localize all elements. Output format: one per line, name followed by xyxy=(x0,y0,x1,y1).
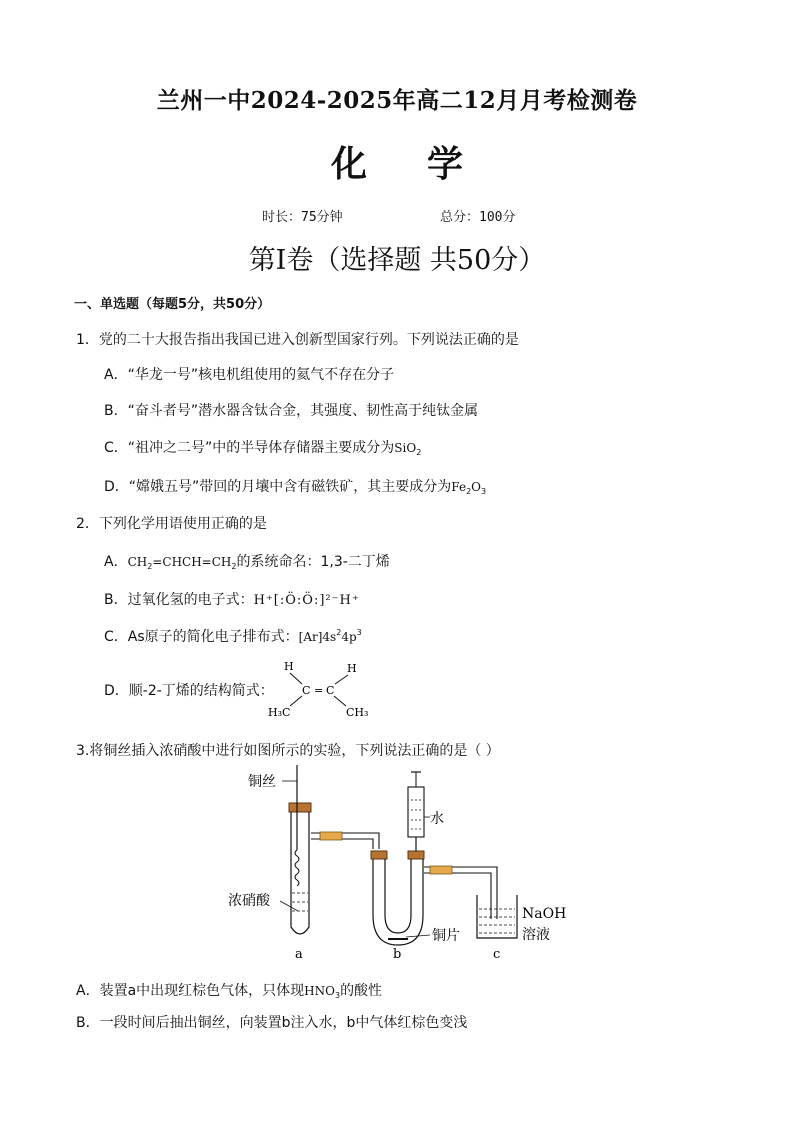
q2-option-d: D．顺-2-丁烯的结构简式： xyxy=(104,683,274,699)
q1-option-a: A．“华龙一号”核电机组使用的氦气不存在分子 xyxy=(104,367,395,383)
q2-option-a-text: 的系统命名：1,3-二丁烯 xyxy=(236,554,390,570)
q2-option-c xyxy=(104,626,362,646)
duration-label: 时长：75分钟 xyxy=(262,210,343,225)
q1-option-d-sub-2: 3 xyxy=(481,487,487,496)
struct-double-bond: = xyxy=(314,684,324,697)
label-copper-sheet: 铜片 xyxy=(432,928,460,944)
q2-option-c-sup1: 2 xyxy=(336,628,342,637)
q1-option-d-sub-1: 2 xyxy=(466,487,472,496)
q3-option-a-text: A．装置a中出现红棕色气体，只体现 xyxy=(76,983,305,999)
connecting-tube-ab xyxy=(311,832,379,849)
q2-option-a-f1: CH xyxy=(127,555,148,569)
connecting-tube-bc xyxy=(424,866,497,919)
label-water: 水 xyxy=(430,811,444,827)
test-tube-a xyxy=(289,803,311,934)
q1-option-c-sub: 2 xyxy=(416,448,422,457)
q2-option-a-s2: 2 xyxy=(231,562,237,571)
q2-option-a-f2: =CHCH=CH xyxy=(152,555,232,569)
q3-option-a-tail: 的酸性 xyxy=(340,983,383,999)
q1-option-c xyxy=(104,437,421,457)
exam-title: 兰州一中2024-2025年高二12月月考检测卷 xyxy=(156,87,638,114)
q1-option-c-formula: SiO xyxy=(394,441,417,455)
q2-option-c-sup2: 3 xyxy=(356,628,362,637)
bond-ch3-left xyxy=(290,696,302,706)
label-conc-acid: 浓硝酸 xyxy=(228,893,270,909)
q1-option-d-formula-2: O xyxy=(471,480,482,494)
struct-c-right: C xyxy=(326,684,335,697)
q1-option-d-text: D．“嫦娥五号”带回的月壤中含有磁铁矿，其主要成分为 xyxy=(104,479,452,495)
struct-c-left: C xyxy=(302,684,311,697)
q2-option-b-formula: H⁺[:Ö:Ö:]²⁻H⁺ xyxy=(253,593,360,608)
q3-option-a xyxy=(76,980,382,1000)
q3-option-a-sub: 3 xyxy=(334,991,341,1000)
label-b: b xyxy=(393,947,402,962)
pointer-acid xyxy=(280,901,298,911)
bond-h-right xyxy=(335,675,348,684)
q2-option-b-text: B．过氧化氢的电子式： xyxy=(104,592,254,608)
q1-option-d xyxy=(104,476,486,496)
bond-ch3-right xyxy=(334,696,346,706)
struct-h-right: H xyxy=(347,662,357,675)
total-score-label: 总分：100分 xyxy=(440,210,516,225)
q3-option-a-formula: HNO xyxy=(304,984,335,998)
q2-option-c-text: C．As原子的简化电子排布式： xyxy=(104,629,299,645)
struct-ch3-left: H₃C xyxy=(268,706,291,719)
q2-option-a-prefix: A． xyxy=(104,554,128,570)
struct-h-left: H xyxy=(284,660,294,673)
q2-option-b xyxy=(104,589,360,609)
cis-2-butene-structure xyxy=(262,656,382,720)
section-title: 一、单选题（每题5分，共50分） xyxy=(74,297,271,312)
q2-option-a-s1: 2 xyxy=(147,562,153,571)
u-tube-b xyxy=(371,851,424,945)
q1-option-d-formula-1: Fe xyxy=(451,480,467,494)
label-c: c xyxy=(493,947,501,962)
subject-title xyxy=(0,136,794,187)
label-copper-wire: 铜丝 xyxy=(248,774,276,790)
label-a: a xyxy=(295,947,303,962)
q2-option-c-f1: [Ar]4s xyxy=(298,630,337,644)
label-solution: 溶液 xyxy=(522,927,550,943)
apparatus-diagram xyxy=(220,765,580,970)
q3-stem: 3.将铜丝插入浓硝酸中进行如图所示的实验，下列说法正确的是（ ） xyxy=(76,743,500,759)
q1-option-b: B．“奋斗者号”潜水器含钛合金，其强度、韧性高于纯钛金属 xyxy=(104,403,479,419)
subject-char-1: 化 xyxy=(330,143,367,185)
syringe xyxy=(408,772,430,851)
q1-stem: 1．党的二十大报告指出我国已进入创新型国家行列。下列说法正确的是 xyxy=(76,332,519,348)
subject-char-2: 学 xyxy=(427,143,464,185)
q2-stem: 2．下列化学用语使用正确的是 xyxy=(76,516,267,532)
bond-h-left xyxy=(290,673,302,684)
struct-ch3-right: CH₃ xyxy=(346,706,369,719)
q2-option-c-f2: 4p xyxy=(341,630,357,644)
q1-option-c-text: C．“祖冲之二号”中的半导体存储器主要成分为 xyxy=(104,440,395,456)
label-naoh: NaOH xyxy=(522,906,567,922)
volume-title: 第Ⅰ卷（选择题 共50分） xyxy=(248,245,546,276)
q3-option-b: B．一段时间后抽出铜丝，向装置b注入水，b中气体红棕色变浅 xyxy=(76,1015,468,1031)
q2-option-a xyxy=(104,551,390,571)
